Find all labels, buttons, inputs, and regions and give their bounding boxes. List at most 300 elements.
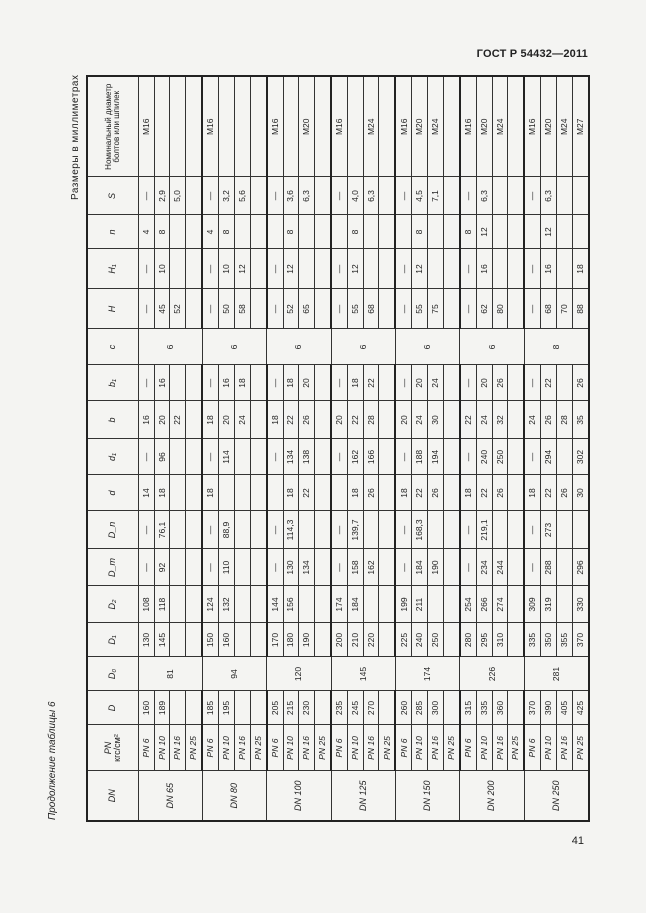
dn-cell: DN 100 <box>267 771 331 821</box>
cell-s: 6,3 <box>541 177 557 215</box>
table-row <box>572 76 589 821</box>
cell-n: 12 <box>541 215 557 249</box>
cell-h1: 16 <box>541 249 557 289</box>
cell-s: 3,2 <box>219 177 235 215</box>
cell-d1: 370 <box>572 623 589 657</box>
cell-dm <box>234 549 250 586</box>
cell-d2: 309 <box>524 586 541 623</box>
cell-dn: — <box>139 511 155 549</box>
pn-cell: PN 6 <box>524 725 541 771</box>
pn-cell: PN 10 <box>154 725 170 771</box>
table-row <box>460 76 477 821</box>
cell-d1 <box>508 439 525 475</box>
cell-b1 <box>315 365 332 401</box>
cell-b1: 22 <box>363 365 379 401</box>
cell-bolt <box>379 76 396 177</box>
cell-h: 80 <box>492 289 508 329</box>
table-body <box>139 76 590 821</box>
cell-dn <box>363 511 379 549</box>
cell-b1: 24 <box>428 365 444 401</box>
cell-d: 405 <box>557 691 573 725</box>
table-row <box>395 76 412 821</box>
cell-h1: — <box>524 249 541 289</box>
cell-d2: 144 <box>267 586 284 623</box>
cell-dn: 114,3 <box>283 511 299 549</box>
cell-d: 160 <box>139 691 155 725</box>
cell-h1: 16 <box>476 249 492 289</box>
d0-cell: 120 <box>267 657 331 691</box>
cell-h1 <box>443 249 460 289</box>
table-row <box>202 76 219 821</box>
cell-n <box>395 215 412 249</box>
cell-s <box>572 177 589 215</box>
cell-dm: 110 <box>219 549 235 586</box>
cell-d1: 114 <box>219 439 235 475</box>
cell-d2 <box>443 586 460 623</box>
cell-h: 45 <box>154 289 170 329</box>
cell-bolt: M24 <box>492 76 508 177</box>
cell-b: 22 <box>460 401 477 439</box>
cell-dm: 296 <box>572 549 589 586</box>
cell-dm: — <box>524 549 541 586</box>
cell-d: 18 <box>202 475 219 511</box>
cell-d <box>186 691 203 725</box>
cell-d2: 184 <box>348 586 364 623</box>
table-row <box>267 76 284 821</box>
cell-h1: 10 <box>219 249 235 289</box>
cell-d1: — <box>267 439 284 475</box>
cell-h1 <box>492 249 508 289</box>
cell-b: 30 <box>428 401 444 439</box>
cell-h: 68 <box>363 289 379 329</box>
cell-d: 18 <box>524 475 541 511</box>
cell-d1: 310 <box>492 623 508 657</box>
c-cell: 8 <box>524 329 589 365</box>
cell-d1: 335 <box>524 623 541 657</box>
cell-h1: — <box>139 249 155 289</box>
cell-h: 65 <box>299 289 315 329</box>
cell-d1: 210 <box>348 623 364 657</box>
cell-d2: 174 <box>331 586 348 623</box>
cell-d <box>250 475 267 511</box>
cell-b1: 20 <box>412 365 428 401</box>
table-row <box>363 76 379 821</box>
cell-h <box>315 289 332 329</box>
cell-b <box>443 401 460 439</box>
cell-d: 22 <box>412 475 428 511</box>
cell-h: 68 <box>541 289 557 329</box>
col-n: n <box>87 215 139 249</box>
page-number: 41 <box>571 835 584 847</box>
cell-d1 <box>170 623 186 657</box>
cell-bolt: M20 <box>299 76 315 177</box>
cell-b1 <box>508 365 525 401</box>
cell-dn <box>186 511 203 549</box>
cell-d: 14 <box>139 475 155 511</box>
cell-dn: 76,1 <box>154 511 170 549</box>
cell-dn <box>315 511 332 549</box>
cell-d: 270 <box>363 691 379 725</box>
cell-bolt: M24 <box>363 76 379 177</box>
cell-d2 <box>428 586 444 623</box>
cell-d1 <box>557 439 573 475</box>
pn-cell: PN 6 <box>395 725 412 771</box>
table-row <box>250 76 267 821</box>
col-Dn: D_n <box>87 511 139 549</box>
cell-d1: 295 <box>476 623 492 657</box>
col-dn: DN <box>87 771 139 821</box>
cell-d: 360 <box>492 691 508 725</box>
cell-d1: 162 <box>348 439 364 475</box>
col-b1: b₁ <box>87 365 139 401</box>
cell-b1: — <box>460 365 477 401</box>
cell-d2: 319 <box>541 586 557 623</box>
cell-b: 20 <box>395 401 412 439</box>
cell-h1 <box>186 249 203 289</box>
table-row <box>412 76 428 821</box>
cell-d1: 225 <box>395 623 412 657</box>
cell-h: 50 <box>219 289 235 329</box>
col-c: c <box>87 329 139 365</box>
cell-n <box>170 215 186 249</box>
table-row <box>283 76 299 821</box>
cell-b1: 16 <box>219 365 235 401</box>
cell-bolt <box>315 76 332 177</box>
dn-cell: DN 200 <box>460 771 524 821</box>
cell-dn: — <box>460 511 477 549</box>
cell-n: 8 <box>348 215 364 249</box>
pn-cell: PN 10 <box>412 725 428 771</box>
cell-d1: — <box>331 439 348 475</box>
cell-dn <box>508 511 525 549</box>
cell-dm <box>186 549 203 586</box>
table-row <box>219 76 235 821</box>
cell-s: 6,3 <box>299 177 315 215</box>
cell-d: 189 <box>154 691 170 725</box>
cell-b: 24 <box>412 401 428 439</box>
table-row <box>186 76 203 821</box>
cell-bolt: M20 <box>476 76 492 177</box>
cell-b <box>250 401 267 439</box>
cell-n <box>299 215 315 249</box>
col-b: b <box>87 401 139 439</box>
cell-b: 20 <box>154 401 170 439</box>
cell-n: 8 <box>460 215 477 249</box>
cell-dn <box>572 511 589 549</box>
cell-d1: 302 <box>572 439 589 475</box>
cell-d: 18 <box>395 475 412 511</box>
pn-cell: PN 16 <box>299 725 315 771</box>
cell-bolt: M24 <box>428 76 444 177</box>
cell-d2: 254 <box>460 586 477 623</box>
cell-b1: — <box>139 365 155 401</box>
cell-s: 6,3 <box>476 177 492 215</box>
cell-d1 <box>186 439 203 475</box>
cell-d <box>234 691 250 725</box>
cell-h: 75 <box>428 289 444 329</box>
cell-h: 52 <box>283 289 299 329</box>
cell-d <box>250 691 267 725</box>
cell-d1 <box>315 623 332 657</box>
cell-dn: — <box>202 511 219 549</box>
cell-dn <box>443 511 460 549</box>
table-row <box>348 76 364 821</box>
cell-d1: — <box>460 439 477 475</box>
col-D: D <box>87 691 139 725</box>
cell-d: 18 <box>460 475 477 511</box>
cell-d: 370 <box>524 691 541 725</box>
pn-cell: PN 16 <box>234 725 250 771</box>
cell-b1 <box>186 365 203 401</box>
cell-d: 215 <box>283 691 299 725</box>
cell-b1: — <box>395 365 412 401</box>
table-row <box>139 76 155 821</box>
cell-b: 22 <box>283 401 299 439</box>
cell-n <box>267 215 284 249</box>
cell-d1 <box>443 439 460 475</box>
cell-h1: 12 <box>412 249 428 289</box>
cell-d2: 199 <box>395 586 412 623</box>
cell-d1 <box>379 623 396 657</box>
cell-d1: 180 <box>283 623 299 657</box>
cell-dn: 88,9 <box>219 511 235 549</box>
cell-d: 18 <box>283 475 299 511</box>
pn-cell: PN 25 <box>508 725 525 771</box>
cell-d: 245 <box>348 691 364 725</box>
cell-h: — <box>202 289 219 329</box>
cell-d1 <box>443 623 460 657</box>
cell-d: 315 <box>460 691 477 725</box>
cell-h: — <box>267 289 284 329</box>
cell-s <box>186 177 203 215</box>
cell-s: 2,9 <box>154 177 170 215</box>
cell-d1: 240 <box>476 439 492 475</box>
cell-b: 28 <box>557 401 573 439</box>
cell-bolt <box>219 76 235 177</box>
cell-dm <box>379 549 396 586</box>
cell-d1 <box>170 439 186 475</box>
cell-d1: — <box>202 439 219 475</box>
cell-s: 3,6 <box>283 177 299 215</box>
cell-h <box>443 289 460 329</box>
cell-d <box>443 475 460 511</box>
cell-dn: — <box>395 511 412 549</box>
dn-cell: DN 65 <box>139 771 203 821</box>
pn-cell: PN 25 <box>250 725 267 771</box>
cell-dm <box>315 549 332 586</box>
cell-bolt <box>508 76 525 177</box>
cell-d <box>315 475 332 511</box>
cell-s: — <box>202 177 219 215</box>
cell-n: 12 <box>476 215 492 249</box>
d0-cell: 94 <box>202 657 266 691</box>
cell-n <box>315 215 332 249</box>
cell-d2 <box>186 586 203 623</box>
d0-cell: 81 <box>139 657 203 691</box>
cell-n <box>443 215 460 249</box>
cell-d <box>331 475 348 511</box>
cell-d1 <box>186 623 203 657</box>
pn-cell: PN 16 <box>557 725 573 771</box>
cell-d1: 130 <box>139 623 155 657</box>
cell-dn: — <box>524 511 541 549</box>
cell-b: 26 <box>541 401 557 439</box>
cell-b1 <box>443 365 460 401</box>
cell-d1: 280 <box>460 623 477 657</box>
cell-n <box>428 215 444 249</box>
cell-s: — <box>395 177 412 215</box>
cell-d2 <box>363 586 379 623</box>
cell-s <box>315 177 332 215</box>
cell-b1: 20 <box>476 365 492 401</box>
cell-d1: 188 <box>412 439 428 475</box>
cell-h: 55 <box>348 289 364 329</box>
table-row <box>524 76 541 821</box>
cell-b <box>379 401 396 439</box>
cell-d2 <box>234 586 250 623</box>
cell-s: — <box>460 177 477 215</box>
cell-h: — <box>460 289 477 329</box>
cell-h1: 18 <box>572 249 589 289</box>
cell-h <box>186 289 203 329</box>
cell-d1: 150 <box>202 623 219 657</box>
cell-d2: 274 <box>492 586 508 623</box>
cell-d1 <box>234 623 250 657</box>
cell-s: — <box>331 177 348 215</box>
cell-b: 35 <box>572 401 589 439</box>
cell-h <box>250 289 267 329</box>
cell-dn: 273 <box>541 511 557 549</box>
cell-n <box>250 215 267 249</box>
table-row <box>234 76 250 821</box>
cell-n <box>524 215 541 249</box>
cell-h <box>379 289 396 329</box>
c-cell: 6 <box>395 329 459 365</box>
cell-b1: — <box>267 365 284 401</box>
cell-d1: — <box>139 439 155 475</box>
cell-b: 20 <box>331 401 348 439</box>
cell-d2: 118 <box>154 586 170 623</box>
cell-d: 30 <box>572 475 589 511</box>
cell-d2: 132 <box>219 586 235 623</box>
table-row <box>170 76 186 821</box>
header-row <box>87 76 139 821</box>
cell-d <box>379 475 396 511</box>
cell-h: — <box>139 289 155 329</box>
table-row <box>492 76 508 821</box>
cell-d1 <box>234 439 250 475</box>
cell-d2: 156 <box>283 586 299 623</box>
cell-d1: 220 <box>363 623 379 657</box>
cell-dn <box>299 511 315 549</box>
cell-d1: 190 <box>299 623 315 657</box>
cell-s: 4,0 <box>348 177 364 215</box>
cell-h1: 10 <box>154 249 170 289</box>
cell-d: 185 <box>202 691 219 725</box>
pn-cell: PN 6 <box>202 725 219 771</box>
cell-dm: 134 <box>299 549 315 586</box>
dn-cell: DN 150 <box>395 771 459 821</box>
cell-b1: 22 <box>541 365 557 401</box>
cell-h: 52 <box>170 289 186 329</box>
cell-h1 <box>428 249 444 289</box>
cell-b: 18 <box>267 401 284 439</box>
cell-h: 58 <box>234 289 250 329</box>
cell-d <box>219 475 235 511</box>
cell-b1: 18 <box>234 365 250 401</box>
cell-n: 8 <box>283 215 299 249</box>
table-row <box>315 76 332 821</box>
cell-d1: — <box>524 439 541 475</box>
cell-b1 <box>170 365 186 401</box>
table-row <box>154 76 170 821</box>
cell-dm: — <box>202 549 219 586</box>
cell-d1 <box>379 439 396 475</box>
cell-d1: 240 <box>412 623 428 657</box>
c-cell: 6 <box>202 329 266 365</box>
pn-cell: PN 25 <box>186 725 203 771</box>
cell-d: 300 <box>428 691 444 725</box>
cell-d1: 96 <box>154 439 170 475</box>
col-Dm: D_m <box>87 549 139 586</box>
d0-cell: 226 <box>460 657 524 691</box>
col-d: d <box>87 475 139 511</box>
cell-bolt <box>234 76 250 177</box>
cell-b: 28 <box>363 401 379 439</box>
cell-h1: 12 <box>283 249 299 289</box>
cell-h1 <box>315 249 332 289</box>
table-row <box>541 76 557 821</box>
pn-cell: PN 6 <box>331 725 348 771</box>
cell-b: 22 <box>348 401 364 439</box>
cell-b: 26 <box>299 401 315 439</box>
cell-b: 22 <box>170 401 186 439</box>
cell-dm: 244 <box>492 549 508 586</box>
table-row <box>508 76 525 821</box>
cell-d2: 211 <box>412 586 428 623</box>
c-cell: 6 <box>267 329 331 365</box>
col-d1: d₁ <box>87 439 139 475</box>
cell-d <box>186 475 203 511</box>
cell-dm <box>250 549 267 586</box>
cell-d <box>267 475 284 511</box>
cell-d2 <box>508 586 525 623</box>
cell-s: — <box>267 177 284 215</box>
cell-bolt: M16 <box>524 76 541 177</box>
cell-d1: 350 <box>541 623 557 657</box>
cell-h: — <box>395 289 412 329</box>
d0-cell: 281 <box>524 657 589 691</box>
cell-d2: 330 <box>572 586 589 623</box>
cell-d: 18 <box>348 475 364 511</box>
cell-h1 <box>508 249 525 289</box>
table-continuation-caption: Продолжение таблицы 6 <box>47 701 58 820</box>
cell-s <box>557 177 573 215</box>
cell-h1 <box>170 249 186 289</box>
pn-cell: PN 25 <box>315 725 332 771</box>
cell-bolt: M16 <box>331 76 348 177</box>
cell-dm: 158 <box>348 549 364 586</box>
cell-d1 <box>250 623 267 657</box>
cell-d1: 134 <box>283 439 299 475</box>
cell-b1: 20 <box>299 365 315 401</box>
cell-d <box>234 475 250 511</box>
pn-cell: PN 25 <box>572 725 589 771</box>
cell-dm <box>508 549 525 586</box>
cell-dm <box>443 549 460 586</box>
cell-n <box>379 215 396 249</box>
cell-s <box>508 177 525 215</box>
